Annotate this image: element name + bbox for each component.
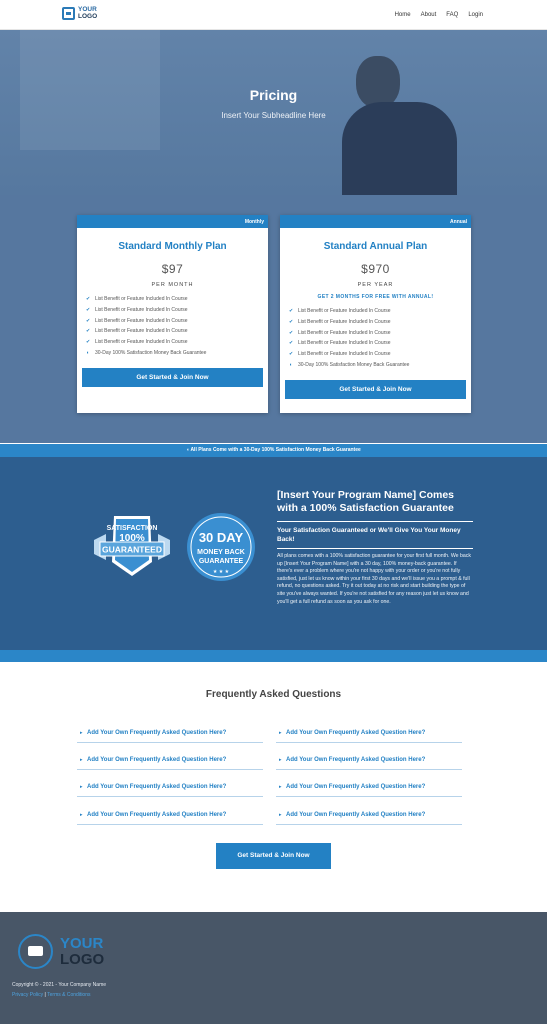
nav-login[interactable]: Login [468,12,483,18]
plan-card-annual [280,215,471,413]
chevron-right-icon: ▸ [279,757,282,763]
feature-item: ✔ List Benefit or Feature Included In Course [289,319,391,326]
nav-faq[interactable]: FAQ [446,12,459,18]
plan-features [289,306,471,370]
plan-features [86,294,268,358]
plan-price: $97 [161,262,184,276]
terms-link[interactable]: Terms & Conditions [47,992,91,998]
chevron-right-icon: ▸ [80,812,83,818]
chevron-right-icon: ▸ [279,730,282,736]
check-icon: ✔ [289,308,294,315]
guarantee-subtitle: Your Satisfaction Guaranteed or We'll Give You Your Money Back! [277,521,473,549]
shield-icon: ◖ [186,447,191,453]
header-logo[interactable] [62,7,97,20]
guarantee-body: All plans comes with a 100% satisfaction guarantee for your first full month. We back up [Insert Your Program Name] with a 30 day, 100% money-back guarantee. If there's ever a problem where you're not happy with your order or you're not fully satisfied, just let us know within your first 30 days and we'll issue you a prompt & full refund, no questions asked. Try it out today at no risk and start building the type of site you've always wanted. If you're not satisfied for any reason just let us know and you'll get a full refund as soon as you ask for one. [277,553,471,605]
faq-item[interactable]: ▸ Add Your Own Frequently Asked Question Here? [276,750,462,770]
footer-links [12,992,91,998]
guarantee-strip: ◖ All Plans Come with a 30-Day 100% Satisfaction Money Back Guarantee [0,444,547,457]
plan-name: Standard Monthly Plan [118,241,227,252]
chevron-right-icon: ▸ [80,730,83,736]
check-icon: ✔ [86,296,91,303]
feature-item: ✔ List Benefit or Feature Included In Course [289,351,391,358]
guarantee-title: [Insert Your Program Name] Comes with a 100% Satisfaction Guarantee [277,489,454,514]
faq-item[interactable]: ▸ Add Your Own Frequently Asked Question Here? [77,723,263,743]
plan-price: $970 [361,262,390,276]
check-icon: ✔ [289,340,294,347]
seal1-line2: 100% [119,533,145,544]
satisfaction-seal-image [92,510,172,590]
logo-line1: YOUR [78,6,97,13]
plan-period: PER MONTH [151,282,194,288]
nav-home[interactable]: Home [394,12,411,18]
feature-item: ◖ 30-Day 100% Satisfaction Money Back Guarantee [86,349,207,356]
faq-item[interactable]: ▸ Add Your Own Frequently Asked Question Here? [77,805,263,825]
shield-icon: ◖ [86,349,90,356]
faq-title: Frequently Asked Questions [205,689,342,700]
hero-person-image [342,56,457,195]
money-back-seal-image [186,512,256,582]
faq-item[interactable]: ▸ Add Your Own Frequently Asked Question Here? [77,777,263,797]
faq-item[interactable]: ▸ Add Your Own Frequently Asked Question Here? [77,750,263,770]
page-title: Pricing [249,87,298,103]
feature-item: ✔ List Benefit or Feature Included In Course [86,339,188,346]
plan-period: PER YEAR [357,282,394,288]
feature-item: ◖ 30-Day 100% Satisfaction Money Back Guarantee [289,361,410,368]
feature-item: ✔ List Benefit or Feature Included In Course [289,308,391,315]
faq-section [0,662,547,912]
logo-icon [62,7,75,20]
check-icon: ✔ [86,328,91,335]
seal2-line3: GUARANTEE [198,558,244,565]
check-icon: ✔ [289,351,294,358]
plan-tag: Monthly [77,215,268,228]
faq-item[interactable]: ▸ Add Your Own Frequently Asked Question Here? [276,723,462,743]
hero-banner [0,30,547,195]
faq-item[interactable]: ▸ Add Your Own Frequently Asked Question Here? [276,777,462,797]
copyright-text: Copyright © - 2021 - Your Company Name [12,982,107,988]
get-started-button-monthly[interactable]: Get Started & Join Now [82,368,263,387]
page-subtitle: Insert Your Subheadline Here [221,111,326,120]
footer-logo[interactable] [18,934,104,969]
graduation-cap-icon [18,934,53,969]
feature-item: ✔ List Benefit or Feature Included In Course [86,296,188,303]
chevron-right-icon: ▸ [279,812,282,818]
get-started-button-faq[interactable]: Get Started & Join Now [216,843,331,869]
chevron-right-icon: ▸ [279,784,282,790]
feature-item: ✔ List Benefit or Feature Included In Course [86,317,188,324]
section-divider [0,650,547,662]
site-footer [0,912,547,1024]
get-started-button-annual[interactable]: Get Started & Join Now [285,380,466,399]
main-nav [395,12,483,18]
site-header [0,0,547,30]
feature-item: ✔ List Benefit or Feature Included In Course [86,328,188,335]
chevron-right-icon: ▸ [80,757,83,763]
faq-item[interactable]: ▸ Add Your Own Frequently Asked Question Here? [276,805,462,825]
check-icon: ✔ [86,307,91,314]
privacy-policy-link[interactable]: Privacy Policy [12,992,44,998]
feature-item: ✔ List Benefit or Feature Included In Course [289,340,391,347]
plan-card-monthly [77,215,268,413]
seal1-line3: GUARANTEED [102,544,162,555]
footer-logo-line2: LOGO [60,950,105,968]
seal1-line1: SATISFACTION [106,525,158,532]
footer-logo-line1: YOUR [60,934,104,952]
check-icon: ✔ [86,339,91,346]
feature-item: ✔ List Benefit or Feature Included In Course [289,329,391,336]
check-icon: ✔ [289,329,294,336]
seal2-line2: MONEY BACK [197,549,245,556]
check-icon: ✔ [289,319,294,326]
plan-tag: Annual [280,215,471,228]
shield-icon: ◖ [289,361,293,368]
star-icon: ★ ★ ★ [212,569,230,575]
seal2-line1: 30 DAY [198,530,244,545]
logo-line2: LOGO [78,12,98,20]
check-icon: ✔ [86,317,91,324]
plan-promo: GET 2 MONTHS FOR FREE WITH ANNUAL! [317,294,434,300]
plan-name: Standard Annual Plan [323,241,428,252]
chevron-right-icon: ▸ [80,784,83,790]
link-separator: | [44,992,46,998]
feature-item: ✔ List Benefit or Feature Included In Course [86,307,188,314]
nav-about[interactable]: About [420,12,437,18]
